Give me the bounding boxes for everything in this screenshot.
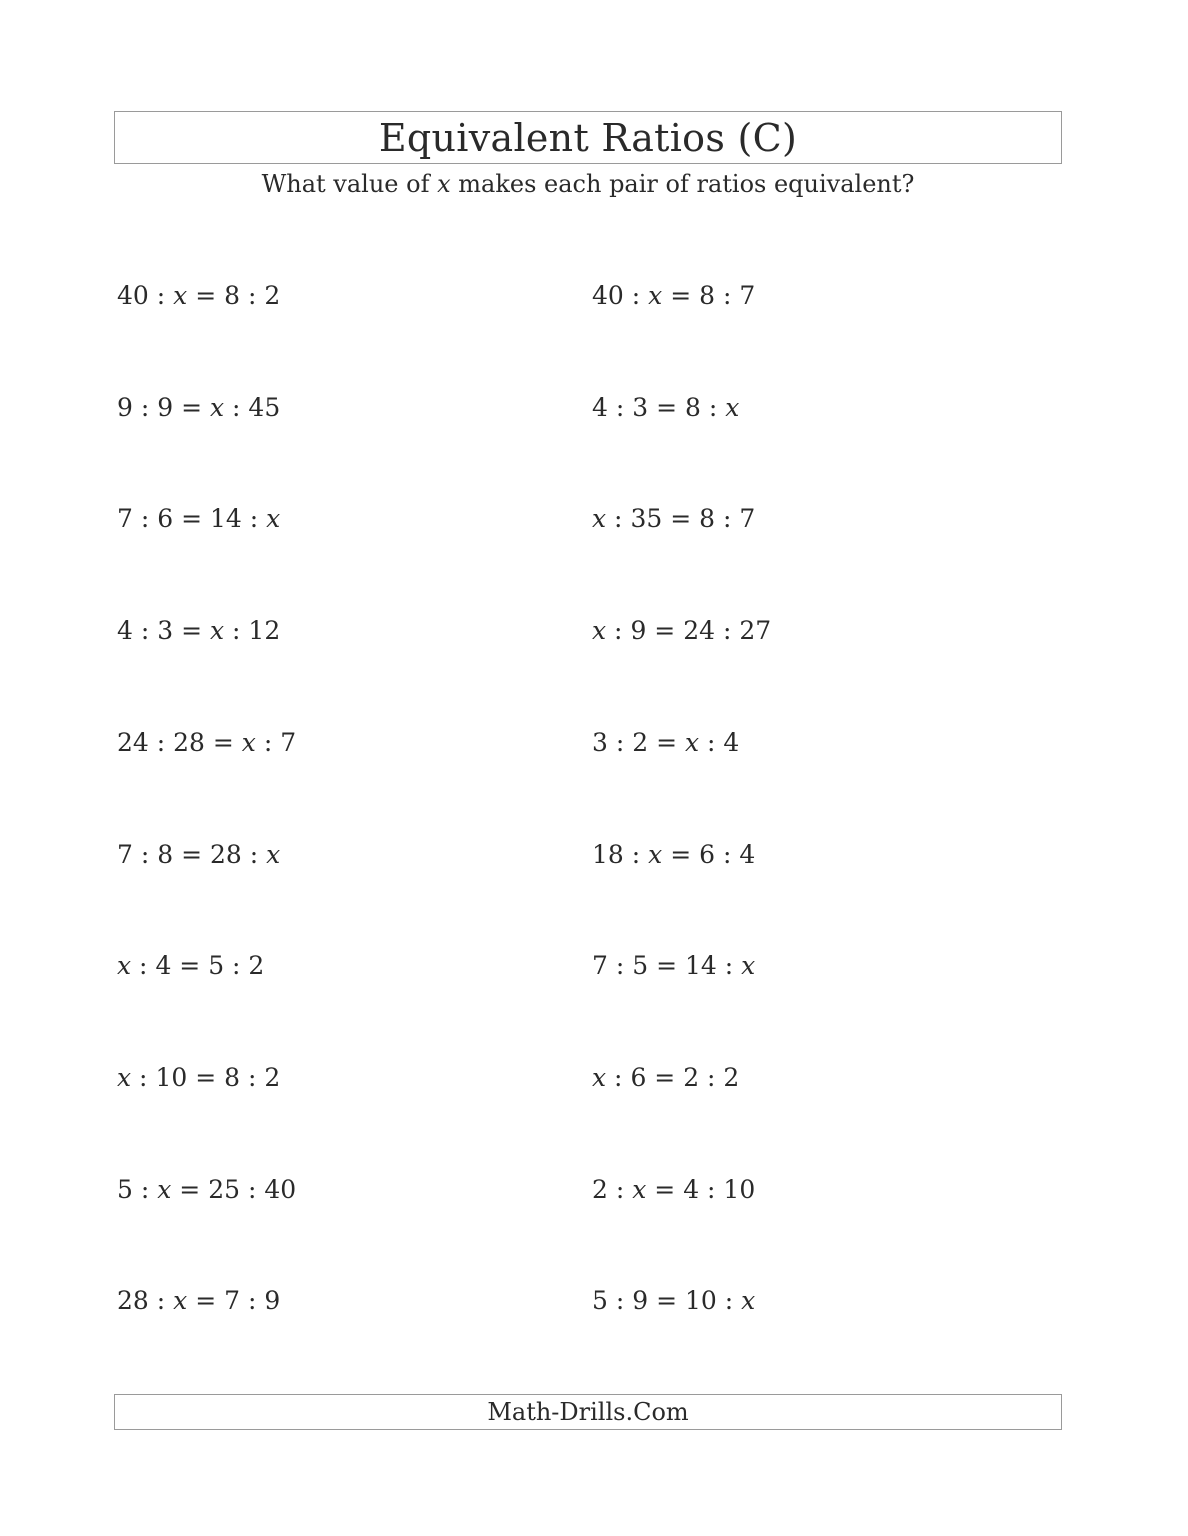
ratio-colon: : bbox=[715, 504, 740, 534]
ratio-term: 3 bbox=[632, 392, 649, 422]
ratio-term: 4 bbox=[723, 727, 740, 757]
ratio-term: x bbox=[266, 504, 281, 534]
problem-left-2 bbox=[117, 390, 280, 426]
instructions bbox=[114, 170, 1062, 198]
footer-brand: Math-Drills.Com bbox=[487, 1398, 689, 1426]
problem-left-10 bbox=[117, 1283, 280, 1319]
equals-sign: = bbox=[646, 616, 684, 646]
ratio-colon: : bbox=[224, 616, 249, 646]
ratio-colon: : bbox=[715, 281, 740, 310]
instructions-variable: x bbox=[437, 170, 451, 198]
ratio-term: 2 bbox=[632, 727, 649, 757]
ratio-colon: : bbox=[224, 392, 249, 422]
problem-right-8 bbox=[592, 1060, 739, 1096]
ratio-term: 40 bbox=[117, 281, 149, 310]
ratio-term: x bbox=[241, 727, 256, 757]
ratio-term: 40 bbox=[592, 281, 624, 310]
equals-sign: = bbox=[648, 951, 685, 981]
ratio-colon: : bbox=[623, 839, 649, 869]
ratio-term: 18 bbox=[592, 839, 624, 869]
ratio-term: 14 bbox=[209, 504, 242, 534]
ratio-term: x bbox=[592, 1062, 607, 1092]
equals-sign: = bbox=[187, 281, 225, 310]
ratio-term: x bbox=[592, 616, 607, 646]
problem-left-7 bbox=[117, 948, 264, 984]
equals-sign: = bbox=[648, 392, 685, 422]
ratio-term: x bbox=[117, 951, 132, 981]
ratio-term: x bbox=[173, 1286, 188, 1316]
ratio-colon: : bbox=[240, 1062, 265, 1092]
ratio-colon: : bbox=[607, 1174, 633, 1204]
ratio-term: 8 bbox=[157, 839, 174, 869]
ratio-term: 7 bbox=[592, 951, 608, 981]
equals-sign: = bbox=[171, 951, 209, 981]
ratio-term: 8 bbox=[224, 281, 240, 310]
ratio-term: 2 bbox=[683, 1062, 700, 1092]
ratio-colon: : bbox=[241, 504, 267, 534]
equals-sign: = bbox=[204, 727, 242, 757]
ratio-term: x bbox=[209, 616, 225, 646]
problem-right-10 bbox=[592, 1283, 755, 1319]
ratio-colon: : bbox=[699, 1062, 724, 1092]
ratio-colon: : bbox=[132, 504, 158, 534]
ratio-colon: : bbox=[148, 727, 174, 757]
ratio-term: 5 bbox=[632, 951, 649, 981]
equals-sign: = bbox=[648, 1286, 685, 1316]
equals-sign: = bbox=[173, 392, 210, 422]
ratio-term: 2 bbox=[264, 281, 281, 310]
equals-sign: = bbox=[171, 1174, 209, 1204]
ratio-term: 7 bbox=[117, 504, 133, 534]
ratio-term: x bbox=[173, 281, 188, 310]
equals-sign: = bbox=[187, 1286, 225, 1316]
ratio-colon: : bbox=[607, 392, 633, 422]
problem-left-5 bbox=[117, 725, 296, 761]
ratio-colon: : bbox=[132, 1174, 158, 1204]
ratio-term: 4 bbox=[592, 392, 608, 422]
ratio-term: x bbox=[648, 839, 663, 869]
ratio-term: 45 bbox=[248, 392, 281, 422]
ratio-term: 24 bbox=[683, 616, 715, 646]
ratio-term: x bbox=[741, 1286, 756, 1316]
equals-sign: = bbox=[648, 727, 685, 757]
ratio-term: 7 bbox=[117, 839, 133, 869]
problem-right-3 bbox=[592, 501, 755, 537]
ratio-term: 6 bbox=[699, 839, 715, 869]
ratio-colon: : bbox=[240, 1286, 265, 1316]
ratio-term: 9 bbox=[630, 616, 647, 646]
ratio-colon: : bbox=[606, 1062, 631, 1092]
ratio-term: 6 bbox=[157, 504, 174, 534]
ratio-term: 2 bbox=[264, 1062, 281, 1092]
ratio-term: 9 bbox=[632, 1286, 649, 1316]
problem-left-3 bbox=[117, 501, 280, 537]
ratio-colon: : bbox=[623, 281, 649, 310]
equals-sign: = bbox=[173, 616, 210, 646]
ratio-term: x bbox=[117, 1062, 132, 1092]
ratio-colon: : bbox=[715, 616, 740, 646]
ratio-term: 4 bbox=[739, 839, 756, 869]
ratio-term: 8 bbox=[224, 1062, 240, 1092]
ratio-colon: : bbox=[148, 1286, 174, 1316]
ratio-colon: : bbox=[241, 839, 267, 869]
problem-left-4 bbox=[117, 613, 280, 649]
ratio-term: x bbox=[209, 392, 225, 422]
ratio-colon: : bbox=[716, 951, 742, 981]
ratio-colon: : bbox=[607, 727, 633, 757]
problem-right-6 bbox=[592, 837, 755, 873]
ratio-term: 4 bbox=[155, 951, 172, 981]
ratio-colon: : bbox=[606, 616, 631, 646]
ratio-term: 24 bbox=[117, 727, 149, 757]
ratio-colon: : bbox=[715, 839, 740, 869]
ratio-term: 3 bbox=[157, 616, 174, 646]
ratio-term: x bbox=[157, 1174, 172, 1204]
ratio-colon: : bbox=[240, 281, 265, 310]
problem-left-6 bbox=[117, 837, 280, 873]
page-title: Equivalent Ratios (C) bbox=[378, 115, 798, 160]
ratio-colon: : bbox=[700, 392, 726, 422]
ratio-term: 9 bbox=[117, 392, 133, 422]
ratio-term: 6 bbox=[630, 1062, 647, 1092]
equals-sign: = bbox=[646, 1062, 684, 1092]
ratio-term: 2 bbox=[723, 1062, 740, 1092]
problem-right-9 bbox=[592, 1172, 755, 1208]
ratio-term: 28 bbox=[173, 727, 205, 757]
ratio-term: x bbox=[648, 281, 663, 310]
ratio-colon: : bbox=[132, 616, 158, 646]
ratio-colon: : bbox=[606, 504, 631, 534]
instructions-text-end: makes each pair of ratios equivalent? bbox=[450, 170, 915, 198]
ratio-term: 4 bbox=[683, 1174, 700, 1204]
ratio-colon: : bbox=[224, 951, 249, 981]
ratio-term: 10 bbox=[155, 1062, 188, 1092]
ratio-term: 10 bbox=[723, 1174, 756, 1204]
ratio-term: 10 bbox=[684, 1286, 717, 1316]
ratio-colon: : bbox=[699, 1174, 724, 1204]
ratio-term: 7 bbox=[224, 1286, 240, 1316]
ratio-term: 35 bbox=[630, 504, 663, 534]
ratio-colon: : bbox=[148, 281, 174, 310]
ratio-colon: : bbox=[131, 1062, 156, 1092]
ratio-term: 8 bbox=[684, 392, 701, 422]
ratio-colon: : bbox=[132, 839, 158, 869]
problem-left-8 bbox=[117, 1060, 280, 1096]
ratio-term: 8 bbox=[699, 504, 715, 534]
ratio-term: x bbox=[266, 839, 281, 869]
ratio-term: 2 bbox=[592, 1174, 608, 1204]
title-box bbox=[114, 111, 1062, 164]
ratio-term: x bbox=[725, 392, 740, 422]
ratio-term: 27 bbox=[739, 616, 772, 646]
ratio-term: x bbox=[632, 1174, 647, 1204]
ratio-term: x bbox=[592, 504, 607, 534]
instructions-text-start: What value of bbox=[261, 170, 438, 198]
footer-box bbox=[114, 1394, 1062, 1430]
ratio-colon: : bbox=[255, 727, 281, 757]
ratio-term: 9 bbox=[264, 1286, 281, 1316]
ratio-colon: : bbox=[607, 1286, 633, 1316]
ratio-term: 2 bbox=[248, 951, 265, 981]
equals-sign: = bbox=[662, 281, 700, 310]
ratio-term: 7 bbox=[280, 727, 297, 757]
ratio-colon: : bbox=[240, 1174, 265, 1204]
problem-right-7 bbox=[592, 948, 755, 984]
ratio-term: x bbox=[684, 727, 700, 757]
ratio-term: 8 bbox=[699, 281, 715, 310]
problem-right-4 bbox=[592, 613, 771, 649]
ratio-term: x bbox=[741, 951, 756, 981]
ratio-term: 3 bbox=[592, 727, 608, 757]
ratio-term: 28 bbox=[117, 1286, 149, 1316]
ratio-term: 28 bbox=[209, 839, 242, 869]
ratio-colon: : bbox=[131, 951, 156, 981]
equals-sign: = bbox=[662, 504, 700, 534]
problem-right-2 bbox=[592, 390, 739, 426]
ratio-colon: : bbox=[132, 392, 158, 422]
problem-right-1 bbox=[592, 278, 755, 314]
problem-left-9 bbox=[117, 1172, 296, 1208]
equals-sign: = bbox=[173, 839, 210, 869]
equals-sign: = bbox=[187, 1062, 225, 1092]
ratio-colon: : bbox=[607, 951, 633, 981]
ratio-term: 5 bbox=[592, 1286, 608, 1316]
ratio-term: 7 bbox=[739, 281, 756, 310]
equals-sign: = bbox=[646, 1174, 684, 1204]
ratio-colon: : bbox=[716, 1286, 742, 1316]
problem-right-5 bbox=[592, 725, 739, 761]
ratio-term: 25 bbox=[208, 1174, 240, 1204]
ratio-term: 5 bbox=[208, 951, 225, 981]
ratio-term: 4 bbox=[117, 616, 133, 646]
ratio-term: 5 bbox=[117, 1174, 133, 1204]
equals-sign: = bbox=[662, 839, 700, 869]
problem-left-1 bbox=[117, 278, 280, 314]
equals-sign: = bbox=[173, 504, 210, 534]
ratio-term: 9 bbox=[157, 392, 174, 422]
ratio-term: 40 bbox=[264, 1174, 297, 1204]
ratio-colon: : bbox=[699, 727, 724, 757]
ratio-term: 12 bbox=[248, 616, 281, 646]
ratio-term: 7 bbox=[739, 504, 756, 534]
ratio-term: 14 bbox=[684, 951, 717, 981]
